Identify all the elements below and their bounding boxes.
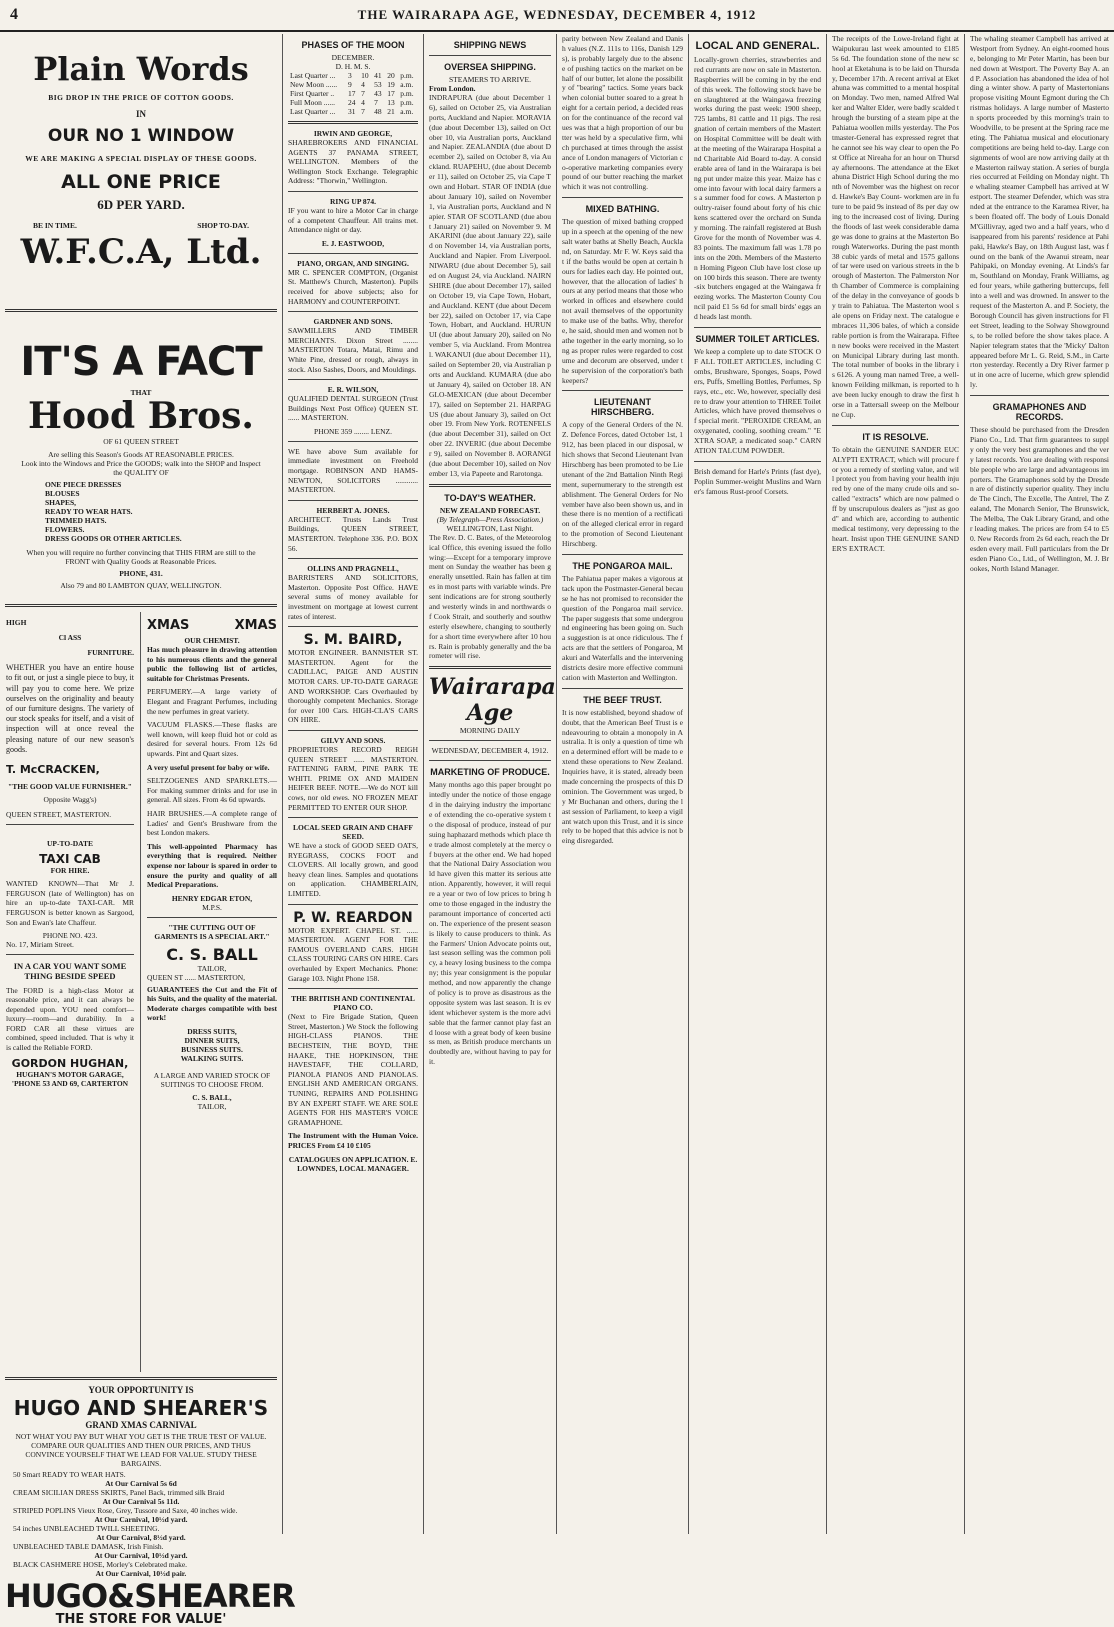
ad-line: XMAS <box>147 618 190 634</box>
moon-cell: 20 <box>387 71 395 80</box>
ad-body: WANTED KNOWN—That Mr J. FERGUSON (late of Wellington) has on hire an up-to-date TAXI-CAR. MR FERGUSON is better known as Sargood, Son and Ewan's late Chaffeur. <box>6 879 134 927</box>
ad-line: A LARGE AND VARIED STOCK OF SUITINGS TO CHOOSE FROM. <box>153 1071 271 1090</box>
weather-heading: TO-DAY'S WEATHER. <box>444 492 536 503</box>
ad-line: No. 17, Miriam Street. <box>6 940 74 950</box>
ad-signature: CATALOGUES ON APPLICATION. E. LOWNDES, LOCAL MANAGER. <box>288 1154 418 1173</box>
article-body: A copy of the General Orders of the N.Z. Defence Forces, dated October 1st, 1912, has been placed in our disposal, which shows that Second Lieutenant Ivan Hirschberg has been promoted to be Lieutenant of the 2nd Battalion Ninth Regiment, supernumerary to the strength establishment. The General Orders for November have also been shown us, and in these there is no mention of a rectification of the alleged clerical error in regard to the promotion of Second Lieutenant Hirschberg. <box>562 420 683 549</box>
ad-body: PROPRIETORS RECORD REIGH QUEEN STREET ...... MASTERTON. FATTENING FARM, PINE PARK TE WHITI. PRIME OX AND MAIDEN HEIFER BEEF. NOTE.—We do NOT kill cows, nor old ewes. NO FROZEN MEAT PERMITTED TO ENTER OUR SHOP. <box>288 744 418 812</box>
weather-body: The Rev. D. C. Bates, of the Meteorological Office, this evening issued the following:—Except for a temporary improvement on Sunday the weather has been generally unsettled. Rain has fallen at times in most parts with variable winds. Present indications are for strong southerly and westerly winds in and northwards of Cook Strait, and southerly and southwesterly elsewhere, changing to southerly for a short time everywhere after 10 hours. Rain is probably generally and the barometer will rise. <box>429 532 551 661</box>
shipping-list: INDRAPURA (due about December 16), sailed on October 25, via Australian ports, Auckland and Napier. MORAVIA (due about December 13), sailed on October 10, via Australian ports, Auckland and Napier. ZEALANDIA (due about December 2), sailed on October 8, via Auckland. RUAPEHU, (due about December 11), sailed on October 25, via Cape Town and Hobart. STAR OF INDIA (due about January 10), sailed on November 1, via Australian ports, Auckland and Napier. STAR OF SCOTLAND (due about January 21) sailed on November 9. MAKARINI (due about January 22), sailed on November 14, via Australian ports, Auckland and Napier. From Liverpool. NIWARU (due about December 5), sailed on August 24, via Auckland. NAIRNSHIRE (due about December 17), sailed on October 19, via Cape Town, Hobart, and Auckland. KENT (due about December 22), sailed on October 17, via Cape Town, Hobart, and Auckland. HURUNUI (due about January 20), sailed on November 5, via Auckland. From Montreal. WAKANUI (due about December 11), sailed on September 20, via Australian ports and Auckland. KUMARA (due about January 4), sailed on October 18. ANGLO-MEXICAN (due about December 17), sailed on September 21. HARPAGUS (due about January 3), sailed on October 19. From New York. ROTENFELS (due about December 31), sailed on October 22. INVERIC (due about December 9), sailed on November 8. AORANGI (due about December 10), sailed on November 13, via Papeete and Rarotonga. <box>429 93 551 478</box>
article-body: It is now established, beyond shadow of doubt, that the American Beef Trust is endeavouring to obtain a monopoly in Australia. It is only a question of time when a determined effort will be made to extend these operations to New Zealand. Inquiries have, it is stated, already been made concerning the prospects of this Dominion. The Government was urged, by Mr Buchanan and others, during the last session of Parliament, to keep a vigilant watch upon this Trust, and it is sincerely to be hoped that this advice is not being disregarded. <box>562 707 683 846</box>
ad-line: UP-TO-DATE <box>47 839 93 849</box>
ad-heading: RING UP 874. <box>329 196 377 206</box>
ad-hugo-shearer <box>5 1385 295 1627</box>
ad-line: DRESS SUITS, <box>187 1027 237 1037</box>
moon-cell: Last Quarter ... <box>290 107 336 116</box>
ad-body: SHAREBROKERS AND FINANCIAL AGENTS 37 PANAMA STREET, WELLINGTON. Members of the Wellington Stock Exchange. Telegraphic Address: "Thorwin," Wellington. <box>288 138 418 186</box>
newspaper-title: THE WAIRARAPA AGE, WEDNESDAY, DECEMBER 4, 1912 <box>357 7 757 22</box>
ad-line: PHONE, 431. <box>119 569 163 579</box>
ad-hood-headline: IT'S A FACT <box>20 339 262 386</box>
ads-column-classified <box>283 34 424 1534</box>
moon-cell: Full Moon ...... <box>290 98 336 107</box>
ad-line: OF 61 QUEEN STREET <box>103 437 179 447</box>
ad-furniture-name: T. McCRACKEN, <box>6 763 100 777</box>
moon-cell: 17 <box>348 89 356 98</box>
ad-body: BARRISTERS AND SOLICITORS, Masterton. Opposite Post Office. HAVE several sums of money available for investment on mortgage at lowest current rates of interest. <box>288 573 418 621</box>
ads-subcolumn-a <box>0 612 141 1372</box>
moon-cell: 19 <box>387 80 395 89</box>
ad-heading: PIANO, ORGAN, AND SINGING. <box>297 258 409 268</box>
ad-line: TRIMMED HATS. <box>45 516 107 526</box>
ad-line: XMAS <box>234 618 277 634</box>
moon-subheading: DECEMBER. <box>331 53 375 62</box>
ad-line: FLOWERS. <box>45 525 85 535</box>
ad-heading: E. R. WILSON, <box>327 385 379 395</box>
ad-body: Has much pleasure in drawing attention to his numerous clients and the general public the following list of articles, suitable for Christmas Presents. <box>147 645 277 683</box>
ad-line: BLOUSES <box>45 489 80 499</box>
moon-cell: 13 <box>387 98 395 107</box>
editorial-continued: parity between New Zealand and Danish values (N.Z. 111s to 116s, Danish 129s), is probably largely due to the absence of pushing tactics on the market on behalf of our butter, let alone the possibility of "bearing" tactics. Some years back when colonial butter soared to a great height for a certain period, a decided reason for the continuance of the record values was that a high proportion of our butter was held by a speculative firm, which purchased at times through the assistance of London managers of Victorian co-operative marketing companies every pound of our butter reaching the market which it was not controlling. <box>562 34 683 192</box>
ad-line: IN A CAR YOU WANT SOME THING BESIDE SPEED <box>13 961 127 982</box>
moon-cell: 21 <box>387 107 395 116</box>
ad-line: YOUR OPPORTUNITY IS <box>88 1385 194 1396</box>
ad-line: BLACK CASHMERE HOSE, Morley's Celebrated make. <box>13 1559 188 1569</box>
ad-body: PERFUMERY.—A large variety of Elegant and Fragrant Perfumes, including the new perfumes in great variety. <box>147 687 277 716</box>
ad-heading: S. M. BAIRD, <box>303 632 403 649</box>
ad-heading: GRAMAPHONES AND RECORDS. <box>992 402 1087 423</box>
ad-line: SHAPES, <box>45 498 77 508</box>
ad-hood-name: Hood Bros. <box>28 395 254 438</box>
moon-table <box>288 71 418 116</box>
ad-heading: IRWIN AND GEORGE, <box>313 129 393 138</box>
ad-heading: OLLINS AND PRAGNELL, <box>307 564 399 574</box>
ad-hugo-title: HUGO AND SHEARER'S <box>13 1396 269 1421</box>
ad-line: OUR CHEMIST. <box>184 636 240 646</box>
ad-line: At Our Carnival, 10½d yard. <box>94 1514 188 1524</box>
ad-line: TAILOR, <box>197 1102 227 1112</box>
ad-line: DINNER SUITS, <box>184 1036 240 1046</box>
ad-line: HIGH <box>6 618 27 628</box>
moon-cell: a.m. <box>400 107 414 116</box>
moon-cell: Last Quarter ... <box>290 71 336 80</box>
moon-cell: p.m. <box>400 98 414 107</box>
ad-body: MR C. SPENCER COMPTON, (Organist St. Matthew's Church, Masterton). Pupils received for above subjects; also for HARMONY and COUNTERPOINT. <box>288 267 418 306</box>
ad-line: "THE GOOD VALUE FURNISHER." <box>8 782 132 792</box>
ad-line: Opposite Wagg's) <box>43 795 97 805</box>
article-body: The question of mixed bathing cropped up in a speech at the opening of the new salt water baths at Shelly Beach, Auckland, on Saturday. Mr F. W. Keys said that if the baths would be open at certain hours for ladies each day. He pointed out, however, that the allocation of ladies' hours at any period means that those who worked in offices and elsewhere could not avail themselves of the opportunity to make use of the baths. Why, therefore, he said, should men and women not bathe together in the early morning, so long as proper rules were regarded to costume and decorum are observed, under the supervision of the corporation's bathkeepers? <box>562 217 683 385</box>
news-items: The receipts of the Lowe-Ireland fight at Waipukurau last week amounted to £185 5s 6d. The foundation stone of the new school at Eketahuna is to be laid on Thursday, December 17th. A recent arrival at Eketahuna was committed to a mental hospital on Monday. Two men, named Alfred Walker and Walter Elder, were badly scalded through the bursting of a steam pipe at the Pahiatua woollen mills yesterday. The Postmaster-General has expressed regret that he cannot see his way clear to open the Post Office at Nireaha for an hour on Thursday afternoons. The attendance at the Eketahuna District High School during the month of November was the highest on record. Hawke's Bay Count- workmen are in future to be paid 9s instead of 8s per day owing to the increased cost of living. During the floods of last week considerable damage was done to grains at the Masterton Borough Waterworks. During the past month 38 cubic yards of metal and 1575 gallons of tar were used on various streets in the borough of Masterton. The Palmerston North Chamber of Commerce is complaining of the delay in the conveyance of goods by train to Pahiatua. The Masterton wool sale opens on Friday next. The catalogue embraces 11,306 bales, of which a considerable portion is from the Wairarapa. Fifteen new books were received in the Masterton Municipal Library during last month. The total number of books in the library is 6126. A young man named Tree, a well-known Feilding milkman, is reported to have been lucky enough to draw the first horse in a Tattersall sweep on the Melbourne Cup. <box>832 34 959 419</box>
ad-plain-words-signature: W.F.C.A, Ltd. <box>20 232 262 273</box>
ad-body: MOTOR ENGINEER. BANNISTER ST. MASTERTON. Agent for the CADILLAC, PAIGE AND AUSTIN MOTOR CARS. UP-TO-DATE GARAGE AND WORKSHOP. Cars Overhauled by thoroughly competent Mechanics. Storage for over 100 Cars. HIGH-CLA'S CARS ON HIRE. <box>288 648 418 725</box>
ad-line: At Our Carnival, 10½d pair. <box>95 1568 187 1578</box>
moon-cell: 9 <box>348 80 352 89</box>
ad-ball-name: C. S. BALL <box>166 944 258 964</box>
section-subheading: From London. <box>429 84 476 93</box>
paper-date: WEDNESDAY, DECEMBER 4, 1912. <box>431 746 549 756</box>
ad-line: UNBLEACHED TABLE DAMASK, Irish Finish. <box>13 1541 164 1551</box>
moon-columns: D. H. M. S. <box>335 62 371 71</box>
ad-body: SAWMILLERS AND TIMBER MERCHANTS. Dixon Street ........ MASTERTON Totara, Matai, Rimu and White Pine, dressed or rough, always in stock. Also Sashes, Doors, and Mouldings. <box>288 326 418 374</box>
ad-line: THAT <box>130 388 152 398</box>
editorial-body: Many months ago this paper brought pointedly under the notice of those engaged in the dairying industry the importance of extending the co-operative system to the disposal of produce, instead of pursuing haphazard methods which place the trade almost completely at the mercy of buyers at the other end. We had hoped that the National Dairy Association would have given this matter its serious attention. Apparently, however, it will require a year or two of low prices to bring home to those engaged in the industry the paramount importance of concerted action. The experience of the present season is likely to cause producers to think. As the Farmers' Union Advocate points out, last season selling was the common policy, a heavy losing business to the company; this year consignment is the popular method, and now apparently the change of policy is to prove as disastrous as the opposite system was last season. It is evident whichever system is the more advisable that the farmer cannot play fast and loose with a great body of keen business men, as British produce merchants undoubtedly are, without having to pay for it. <box>429 780 551 1067</box>
ad-hugo-signature: HUGO&SHEARER <box>5 1576 295 1615</box>
weather-subheading: NEW ZEALAND FORECAST. <box>439 505 541 515</box>
moon-heading: PHASES OF THE MOON <box>301 40 405 50</box>
news-items: Locally-grown cherries, strawberries and red currants are now on sale in Masterton. Raspberries will be coming in by the end of this week. The following stock have been slaughtered at the Waingawa freezing works during the past week: 1900 sheep, 725 lambs, 81 cattle and 11 pigs. The resignation of certain members of the Masterton Hospital Committee will be dealt with at the meeting of the Wairarapa Hospital and Charitable Aid Board to-day. A considerable area of land in the Wairarapa is being put under maize this year. Maize has come into favour with local dairy farmers as a summer food for cows. A Masterton poultry-raiser found about forty of his chickens scattered over the orchard on Sunday morning. The rainfall registered at Bush Grove for the month of November was 4.83 points. The maximum fall was 1.78 points on the 20th. Members of the Masterton Homing Pigeon Club have lost close upon 100 birds this season. There are twenty-six butchers engaged at the Waingawa freezing works. The Masterton County Council paid £1 5s 6d for small birds' eggs and heads last month. <box>694 55 821 322</box>
ad-line: TAXI CAB <box>39 852 101 867</box>
ad-body: The FORD is a high-class Motor at reasonable price, and it can always be depended upon. YOU need comfort—luxury—room—and durability. In a FORD CAR all these virtues are combined, speed included. That is why it is called the Reliable FORD. <box>6 985 134 1053</box>
ad-line: M.P.S. <box>202 902 222 912</box>
moon-cell: 43 <box>374 89 382 98</box>
moon-cell: 7 <box>361 107 365 116</box>
ad-body: Brish demand for Harle's Prints (fast dye), Poplin Summer-weight Muslins and Warner's famous Rust-proof Corsets. <box>694 466 821 496</box>
moon-cell: 48 <box>374 107 382 116</box>
ad-line: "THE CUTTING OUT OF GARMENTS IS A SPECIAL ART." <box>154 922 270 941</box>
ad-heading: P. W. REARDON <box>293 909 413 926</box>
moon-row <box>288 80 418 89</box>
paper-nameplate: Wairarapa Age <box>429 674 556 727</box>
ad-line: When you will require no further convincing that THIS FIRM are still to the FRONT with Quality Goods at Reasonable Prices. <box>26 548 256 567</box>
moon-cell: 4 <box>361 80 365 89</box>
article-heading: THE PONGAROA MAIL. <box>572 560 673 571</box>
ad-heading: SUMMER TOILET ARTICLES. <box>695 334 820 345</box>
ad-body: A very useful present for baby or wife. <box>147 762 270 772</box>
ads-subcolumn-b <box>141 612 283 1372</box>
ad-line: STRIPED POPLINS Vieux Rose, Grey, Tussore and Saxe, 40 inches wide. <box>13 1505 238 1515</box>
ad-body: IF you want to hire a Motor Car in charge of a competent Chauffeur. All trains met. Attendance night or day. <box>288 205 418 235</box>
article-heading: THE BEEF TRUST. <box>583 694 662 705</box>
news-column <box>827 34 965 1534</box>
ad-line: 50 Smart READY TO WEAR HATS. <box>13 1469 126 1479</box>
section-heading: LOCAL AND GENERAL. <box>695 40 820 52</box>
moon-cell: 41 <box>374 71 382 80</box>
ad-line: 6D PER YARD. <box>97 196 185 212</box>
moon-cell: 17 <box>387 89 395 98</box>
ad-line: Are selling this Season's Goods AT REASONABLE PRICES. <box>48 450 234 460</box>
moon-cell: p.m. <box>400 89 414 98</box>
ad-body: The Instrument with the Human Voice. PRICES From £4 10 £105 <box>288 1131 418 1150</box>
ad-line: ALL ONE PRICE <box>61 170 221 193</box>
ad-line: HENRY EDGAR ETON, <box>171 893 253 903</box>
ad-line: IN <box>135 108 146 119</box>
ad-line: At Our Carnival, 8½d yard. <box>96 1532 186 1542</box>
ad-body: GUARANTEES the Cut and the Fit of his Suits, and the quality of the material. Moderate charges compatible with best work! <box>147 984 277 1023</box>
ad-line: WE ARE MAKING A SPECIAL DISPLAY OF THESE GOODS. <box>25 153 257 163</box>
ad-body: WHETHER you have an entire house to fit out, or just a single piece to buy, it will pay you to come here. We prize ourselves on the originality and beauty of our furniture designs. The variety of our stock speaks for itself, and a visit of inspection will at once reveal the pleasing nature of our new season's goods. <box>6 663 134 754</box>
moon-cell: 7 <box>374 98 378 107</box>
ad-line: READY TO WEAR HATS. <box>45 507 133 517</box>
section-subheading: STEAMERS TO ARRIVE. <box>448 75 532 84</box>
section-subheading: OVERSEA SHIPPING. <box>444 62 536 72</box>
ad-heading: GILVY AND SONS. <box>320 735 386 745</box>
ad-line: TAILOR, <box>197 963 227 973</box>
ad-plain-words-headline: Plain Words <box>33 50 249 88</box>
ad-body: ARCHITECT. Trusts Lands Trust Buildings, QUEEN STREET, MASTERTON. Telephone 336. P.O. BOX 56. <box>288 514 418 553</box>
ad-body: These should be purchased from the Dresden Piano Co., Ltd. That firm guarantees to supply only the very best gramaphones and the very latest records. You are dealing with responsible people who are large and advantageous importers. The Gramaphones sold by the Dresden are of distinctly superior quality. They include The Cinch, The Excelle, The Antrel, The Zealand, The Monarch Senior, The Brunswick, The Melba, The Oak Library Grand, and other leading makes. The prices are from £4 to £50. New Records from 2s 6d each, reach the Dresden every mail. Full particulars from the Dresden Piano Co., Ltd., of Wellington, M. J. Brookes, North Island Manager. <box>970 425 1109 573</box>
ad-body: We keep a complete up to date STOCK OF ALL TOILET ARTICLES, including Combs, Brushware, Sponges, Soaps, Powders, Puffs, Smelling Bottles, Perfumes, Sprays, etc., etc. We, however, specially desire to draw your attention to THREE Toilet Articles, which have proved themselves of special merit. "PEROXIDE CREAM, an oxygenated, cooling, soothing cream." "EXTRA SOAP, a medicated soap." CARNATION TALCUM POWDER. <box>694 347 821 455</box>
shipping-weather-column <box>424 34 557 1534</box>
ad-heading: GARDNER AND SONS. <box>313 317 393 327</box>
ad-heading: THE BRITISH AND CONTINENTAL PIANO CO. <box>291 994 415 1013</box>
ad-body: NOT WHAT YOU PAY BUT WHAT YOU GET IS THE TRUE TEST OF VALUE. COMPARE OUR QUALITIES AND THEN OUR PRICES, AND THUS CONVINCE YOURSELF THAT WE LEAD FOR VALUE. STUDY THESE BARGAINS. <box>15 1431 267 1468</box>
ad-heading: LOCAL SEED GRAIN AND CHAFF SEED. <box>292 823 413 842</box>
moon-cell: 24 <box>348 98 356 107</box>
editorial-column <box>557 34 689 1534</box>
ad-hood-bros <box>5 339 277 591</box>
ad-line: Cl ASS <box>58 633 82 643</box>
moon-cell: 10 <box>361 71 369 80</box>
ad-line: QUEEN STREET, MASTERTON. <box>6 810 112 820</box>
ad-body: MOTOR EXPERT. CHAPEL ST. ...... MASTERTON. AGENT FOR THE FAMOUS OVERLAND CARS. HIGH CLASS TOURING CARS ON HIRE. Cars overhauled by Expert Mechanics. Phone: Garage 103. Night Phone 158. <box>288 925 418 983</box>
ad-line: C. S. BALL, <box>192 1093 232 1103</box>
paper-subtitle: MORNING DAILY <box>459 726 521 736</box>
ad-heading: IT IS RESOLVE. <box>862 431 929 442</box>
ad-line: At Our Carnival 5s 6d <box>105 1478 177 1488</box>
ad-line: FOR HIRE. <box>50 866 90 876</box>
moon-cell: a.m. <box>400 80 414 89</box>
article-body: The Pahiatua paper makes a vigorous attack upon the Postmaster-General because he has not promised to reconsider the question of the Pongaroa mail service. The paper suggests that some underground engineering has been going on. Such a suggestion is at once ridiculous. The facts are that the settlers of Pongaroa, Makuri and Waterfalls and the intervening districts desire more effective communication with Masterton and Wellington. <box>562 573 683 682</box>
ad-body: WE have above Sum available for immediate investment on Freehold mortgage. ROBINSON AND HAMS-NEWTON, SOLICITORS ............ MASTERTON. <box>288 446 418 495</box>
ad-line: 54 inches UNBLEACHED TWILL SHEETING. <box>13 1523 160 1533</box>
ad-line: HUGHAN'S MOTOR GARAGE, <box>16 1069 124 1079</box>
ad-line: At Our Carnival 5s 11d. <box>102 1496 180 1506</box>
ad-line: ONE PIECE DRESSES <box>45 480 122 490</box>
ad-line: THE STORE FOR VALUE' <box>55 1611 227 1627</box>
ad-line: 'PHONE 53 AND 69, CARTERTON <box>11 1078 129 1088</box>
section-heading: SHIPPING NEWS <box>453 40 527 50</box>
ad-body: SELTZOGENES AND SPARKLETS.—For making summer drinks and for use in general. All sizes. From 4s 6d upwards. <box>147 776 277 805</box>
ad-line: At Our Carnival, 10½d yard. <box>94 1550 188 1560</box>
moon-cell: 4 <box>361 98 365 107</box>
ad-line: QUEEN ST ...... MASTERTON, <box>147 972 246 982</box>
ad-signature: E. J. EASTWOOD, <box>321 238 385 248</box>
moon-cell: New Moon ...... <box>290 80 338 89</box>
news-column-right <box>965 34 1114 1534</box>
ads-column-left <box>0 34 295 1627</box>
ad-line: WALKING SUITS. <box>180 1054 244 1064</box>
weather-dateline: WELLINGTON, Last Night. <box>446 523 534 533</box>
page-number: 4 <box>10 6 18 23</box>
ad-body: WE have a stock of GOOD SEED OATS, RYEGRASS, COCKS FOOT and CLOVERS. All locally grown, and good heavy clean lines. Samples and quotations on application. CHAMBERLAIN, LIMITED. <box>288 841 418 899</box>
ad-line: Also 79 and 80 LAMBTON QUAY, WELLINGTON. <box>60 581 222 591</box>
ad-line: BE IN TIME. <box>33 221 77 231</box>
moon-row <box>288 107 418 116</box>
ad-line: SHOP TO-DAY. <box>197 221 249 231</box>
ad-line: GRAND XMAS CARNIVAL <box>85 1420 197 1431</box>
ad-ford-name: GORDON HUGHAN, <box>11 1056 129 1070</box>
ad-line: BUSINESS SUITS. <box>181 1045 243 1055</box>
ad-plain-words <box>5 52 277 271</box>
moon-cell: 3 <box>348 71 352 80</box>
moon-cell: 31 <box>348 107 356 116</box>
moon-row <box>288 98 418 107</box>
moon-cell: First Quarter .. <box>290 89 335 98</box>
moon-cell: 7 <box>361 89 365 98</box>
moon-row <box>288 89 418 98</box>
ad-heading: HERBERT A. JONES. <box>316 505 390 515</box>
ad-body: QUALIFIED DENTAL SURGEON (Trust Buildings Next Post Office) QUEEN ST. ...... MASTERTON. <box>288 394 418 423</box>
ad-line: FURNITURE. <box>87 648 134 658</box>
editorial-heading: MARKETING OF PRODUCE. <box>430 767 550 778</box>
article-heading: LIEUTENANT HIRSCHBERG. <box>590 397 654 418</box>
ad-body: HAIR BRUSHES.—A complete range of Ladies' and Gent's Brushware from the best London makers. <box>147 808 277 838</box>
ad-body: To obtain the GENUINE SANDER EUCALYPTI EXTRACT, which will procure for you a remedy of sterling value, and will protect you from having your health injured by one of the many crude oils and so-called "extracts" which are now palmed off by unscrupulous dealers as "just as good" and which are, according to authentic medical testimony, very depressing to the heart. Insist upon THE GENUINE SANDER'S EXTRACT. <box>832 444 959 553</box>
ad-line: DRESS GOODS OR OTHER ARTICLES. <box>45 534 182 544</box>
weather-subheading: (By Telegraph—Press Association.) <box>436 514 544 524</box>
ad-body: (Next to Fire Brigade Station, Queen Street, Masterton.) We Stock the following HIGH-CLASS PIANOS. THE BECHSTEIN, THE BOYD, THE HAAKE, THE HOPKINSON, THE HAVESTAFF, THE COLLARD, PIANOLA PIANOS AND PIANOLAS. ENGLISH AND AMERICAN ORGANS. TUNING, REPAIRS AND POLISHING BY AN EXPERT STAFF. WE ARE SOLE AGENTS FOR HIS MASTER'S VOICE GRAMAPHONE. <box>288 1012 418 1127</box>
ad-line: Look into the Windows and Price the GOODS; walk into the SHOP and Inspect the QUALITY OF <box>21 459 261 478</box>
ad-line: CREAM SICILIAN DRESS SKIRTS, Panel Back, trimmed silk Braid <box>13 1487 225 1497</box>
moon-cell: 53 <box>374 80 382 89</box>
ad-body: VACUUM FLASKS.—These flasks are well known, will keep fluid hot or cold as desired for several hours. From 12s 6d upwards. Pint and Quart sizes. <box>147 720 277 758</box>
article-heading: MIXED BATHING. <box>585 204 660 215</box>
ad-line: PHONE NO. 423. <box>42 931 98 941</box>
ad-body: This well-appointed Pharmacy has everything that is required. Neither expense nor labour is spared in order to ensure the purity and quality of all Medical Preparations. <box>147 841 277 890</box>
news-items: The whaling steamer Campbell has arrived at Westport from Sydney. An eight-roomed house, belonging to Mr Peter Martin, has been burned down at Westport. The Poverty Bay A. and P. Association has abandoned the idea of holding a winter show. A party of Mastertonians propose visiting Mount Egmont during the Christmas holidays. A large number of Masterton sports proceeded by this morning's train to Woodville, to be present at the Spring race meeting. The Pahiatua musical and elocutionary competitions are being held to-day. Large consignments of wool are now arriving daily at the Masterton railway station. A series of burglaries occurred at Feilding on Monday night. The whaling steamer Campbell has arrived at Westport. The steamer Defender, which was stranded at the entrance to the Karamea River, has been floated off. The body of Louis Donald M'Gillivray, aged two and a half years, who disappeared from his parents' residence at Pahipaki, Hawke's Bay, on 18th August last, was found on the bank of the Awanui stream, near Pahipaki, on Monday evening. At Linds's farm, Southland on Monday, Frank Williams, aged four years, while gathering buttercups, fell into a well and was drowned. In answer to the request of the Masterton A. and P. Society, the Borough Council has given instructions for Fleet Street, leading to the Solway Showgrounds, to be rolled before the show takes place. A Napier telegram states that the 'Micky' Dalton appeared before Mr L. G. Reid, S.M., in Carterton yesterday. Recently a Dry River farmer put in one acre of lucerne, which grew splendidly. <box>970 34 1109 390</box>
masthead <box>0 0 1114 32</box>
ad-line: BIG DROP IN THE PRICE OF COTTON GOODS. <box>48 93 234 103</box>
ad-line: OUR NO 1 WINDOW <box>47 125 235 146</box>
local-general-column <box>689 34 827 1534</box>
ad-line: PHONE 359 ........ LENZ. <box>314 426 392 436</box>
moon-cell: p.m. <box>400 71 414 80</box>
moon-row <box>288 71 418 80</box>
